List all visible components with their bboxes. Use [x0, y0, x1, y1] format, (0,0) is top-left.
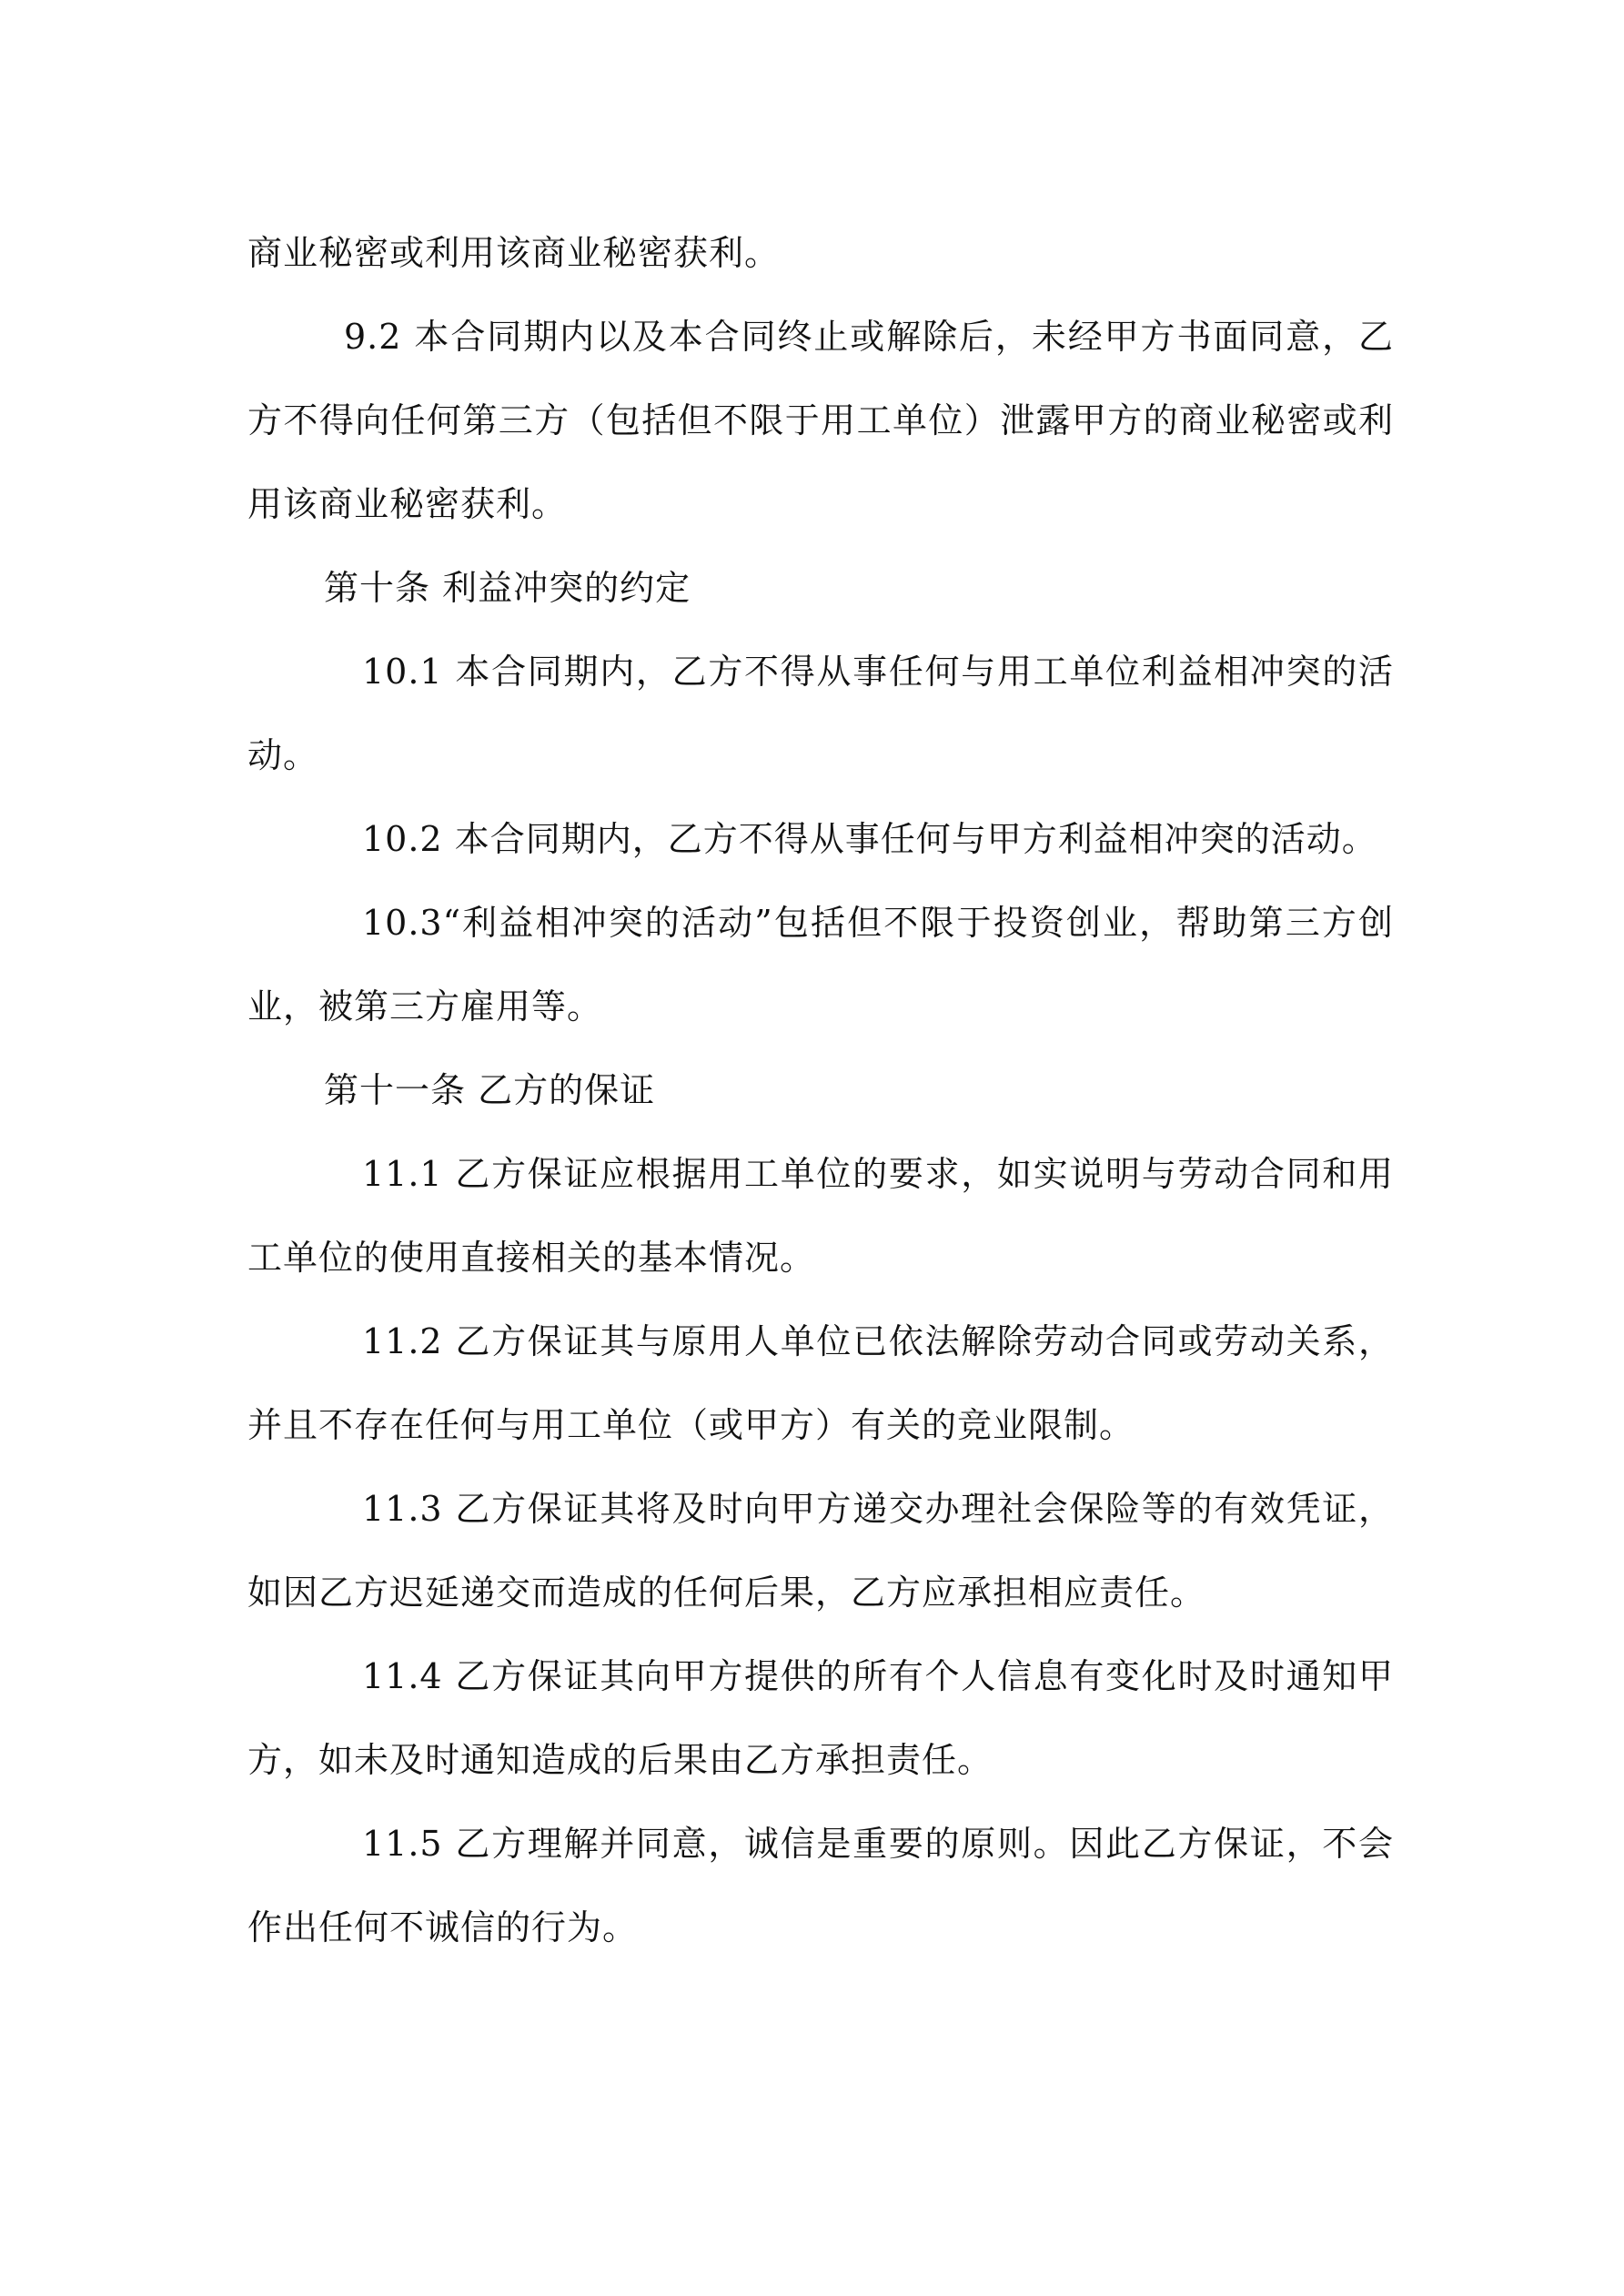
paragraph-11-5: 11.5 乙方理解并同意，诚信是重要的原则。因此乙方保证，不会作出任何不诚信的行为。 — [247, 1824, 1394, 1947]
paragraph-9-2: 9.2 本合同期内以及本合同终止或解除后，未经甲方书面同意，乙方不得向任何第三方（包括但不限于用工单位）泄露甲方的商业秘密或利用该商业秘密获利。 — [247, 317, 1394, 524]
paragraph-11-3: 11.3 乙方保证其将及时向甲方递交办理社会保险等的有效凭证，如因乙方迟延递交而造成的任何后果，乙方应承担相应责任。 — [247, 1489, 1394, 1613]
section-heading-10: 第十条 利益冲突的约定 — [324, 568, 691, 608]
paragraph-11-1: 11.1 乙方保证应根据用工单位的要求，如实说明与劳动合同和用工单位的使用直接相关的基本情况。 — [247, 1154, 1394, 1278]
paragraph-10-1: 10.1 本合同期内，乙方不得从事任何与用工单位利益相冲突的活动。 — [247, 652, 1394, 775]
document-body — [247, 211, 1394, 1969]
paragraph-10-3: 10.3“利益相冲突的活动”包括但不限于投资创业，帮助第三方创业，被第三方雇用等。 — [247, 903, 1394, 1027]
paragraph-10-2: 10.2 本合同期内，乙方不得从事任何与甲方利益相冲突的活动。 — [362, 819, 1377, 859]
section-heading-11: 第十一条 乙方的保证 — [324, 1070, 656, 1110]
paragraph-continuation: 商业秘密或利用该商业秘密获利。 — [247, 233, 781, 273]
paragraph-11-4: 11.4 乙方保证其向甲方提供的所有个人信息有变化时及时通知甲方，如未及时通知造成的后果由乙方承担责任。 — [247, 1656, 1394, 1780]
paragraph-11-2: 11.2 乙方保证其与原用人单位已依法解除劳动合同或劳动关系，并且不存在任何与用工单位（或甲方）有关的竞业限制。 — [247, 1321, 1394, 1445]
